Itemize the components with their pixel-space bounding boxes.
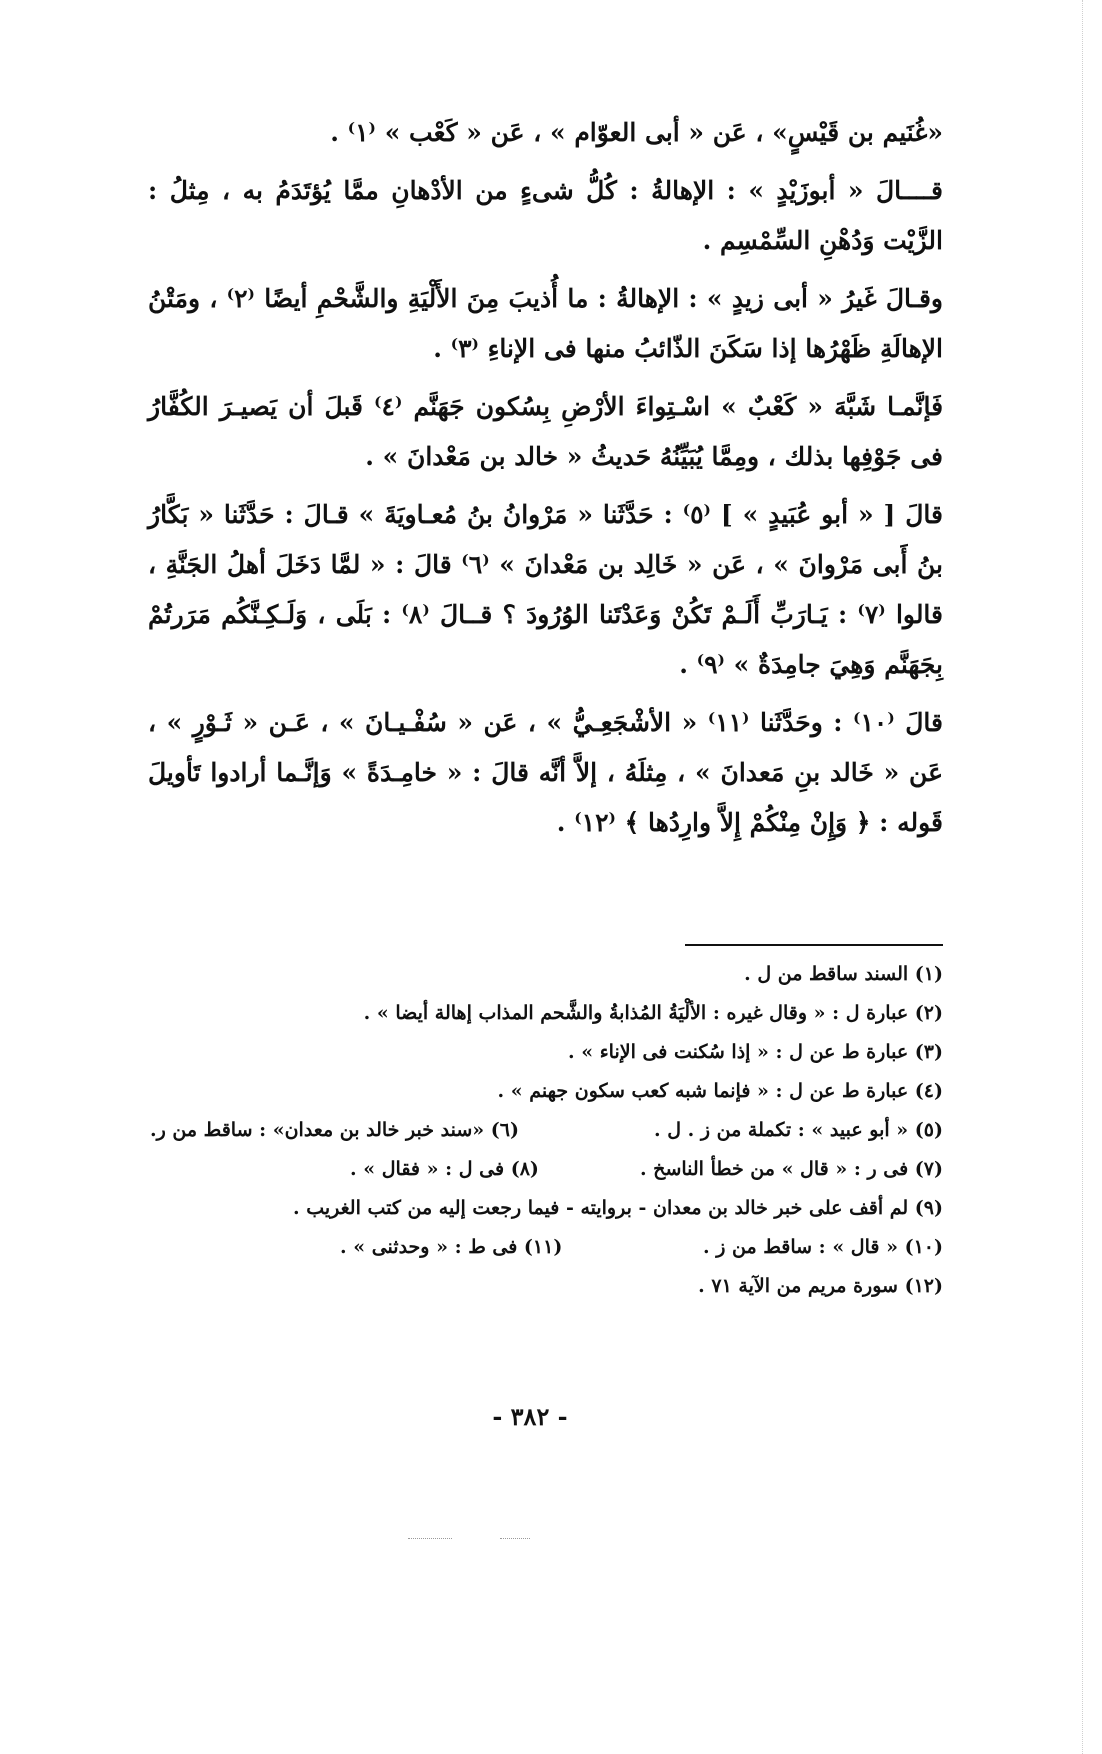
scan-speck <box>500 1538 530 1539</box>
footnote-text: (١٠) « قال » : ساقط من ز . <box>702 1236 943 1258</box>
footnote-5-6 <box>150 1111 943 1150</box>
footnote-text: (١) السند ساقط من ل . <box>744 963 943 985</box>
paragraph-5: قالَ [ « أبو عُبَيدٍ » ] ⁽٥⁾ : حَدَّثَنا « مَرْوانُ بنُ مُعـاويَةَ » قـالَ : حَدَّثَنا « بَكَّارُ بنُ أَبى مَرْوانَ » ، عَن « خَالِد بن مَعْدانَ » ⁽٦⁾ قالَ : « لمَّا دَخَلَ أهلُ الجَنَّةِ ، قالوا ⁽٧⁾ : يَـارَبِّ أَلَـمْ تَكُنْ وَعَدْتَنا الوُرُودَ ؟ قــالَ ⁽٨⁾ : بَلَى ، وَلَـكِـنَّكُم مَرَرتُمْ بِجَهَنَّم وَهِيَ جامِدَةٌ » ⁽٩⁾ . <box>148 500 944 679</box>
footnote-2 <box>150 994 943 1033</box>
footnote-text: (١٢) سورة مريم من الآية ٧١ . <box>698 1275 943 1297</box>
footnote-text: (٧) فى ر : « قال » من خطأ الناسخ . <box>639 1158 943 1180</box>
footnote-text: (٤) عبارة ط عن ل : « فإنما شبه كعب سكون جهنم » . <box>497 1080 943 1102</box>
footnote-9 <box>150 1189 943 1228</box>
footnote-4 <box>150 1072 943 1111</box>
footnote-text: (٣) عبارة ط عن ل : « إذا سُكنت فى الإناء » . <box>568 1041 943 1063</box>
footnote-12 <box>150 1267 943 1306</box>
footnote-7-8 <box>150 1150 943 1189</box>
footnote-text: (٢) عبارة ل : « وقال غيره : الألْيَةُ المُذابةُ والشَّحم المذاب إهالة أيضا » . <box>363 1002 943 1024</box>
scan-speck <box>408 1538 452 1539</box>
paragraph-3: وقـالَ غَيرُ « أبى زيدٍ » : الإهالةُ : ما أُذيبَ مِنَ الأَلْيَةِ والشَّحْمِ أيضًا ⁽٢⁾ ، ومَتْنُ الإهالَةِ ظَهْرُها إذا سَكَنَ الذّائبُ منها فى الإناءِ ⁽٣⁾ . <box>148 284 943 363</box>
footnote-1 <box>150 955 943 994</box>
paragraph-4: فَإنَّمـا شَبَّهَ « كَعْبٌ » اسْـتِواءَ الأرْضِ بِسُكون جَهَنَّم ⁽٤⁾ قَبلَ أن يَصيـرَ الكُفَّارُ فى جَوْفِها بذلك ، ومِمَّا يُبَيِّنُهُ حَديثُ « خالد بن مَعْدانَ » . <box>148 392 944 471</box>
paragraph-2: قــــالَ « أبوزَيْدٍ » : الإهالةُ : كُلُّ شىءٍ من الأدْهانِ ممَّا يُؤتَدَمُ به ، مِثلُ : الزَّيْت وَدُهْنِ السِّمْسِم . <box>148 176 943 255</box>
footnotes <box>150 955 943 1306</box>
paragraph-1: «غُنَيم بن قَيْسٍ» ، عَن « أبى العوّام » ، عَن « كَعْب » ⁽١⁾ . <box>330 118 943 147</box>
footnote-text-second: (٨) فى ل : « فقال » . <box>350 1158 539 1180</box>
footnote-text: (٩) لم أقف على خبر خالد بن معدان - بروايته - فيما رجعت إليه من كتب الغريب . <box>292 1197 943 1219</box>
footnote-10-11 <box>150 1228 943 1267</box>
footnote-3 <box>150 1033 943 1072</box>
footnote-text: (٥) « أبو عبيد » : تكملة من ز . ل . <box>654 1119 943 1141</box>
footnote-text-second: (١١) فى ط : « وحدثنى » . <box>340 1236 563 1258</box>
footnote-separator <box>685 944 943 946</box>
paragraph-6: قالَ ⁽١٠⁾ : وحَدَّثَنا ⁽١١⁾ « الأشْجَعِـيُّ » ، عَن « سُفْـيـانَ » ، عَـن « ثَـوْرٍ » ، عَن « خَالد بنِ مَعدانَ » ، مِثلَهُ ، إلاَّ أنَّه قالَ : « خامِـدَةً » وَإنَّـما أرادوا تَأويلَ قَوله : ﴿ وَإِنْ مِنْكُمْ إِلاَّ وارِدُها ﴾ ⁽١٢⁾ . <box>148 708 943 837</box>
page-number: - ٣٨٢ - <box>492 1402 568 1431</box>
main-text <box>148 108 943 856</box>
scan-edge-line <box>1082 0 1083 1754</box>
footnote-text-second: (٦) «سند خبر خالد بن معدان» : ساقط من ر. <box>150 1119 519 1141</box>
